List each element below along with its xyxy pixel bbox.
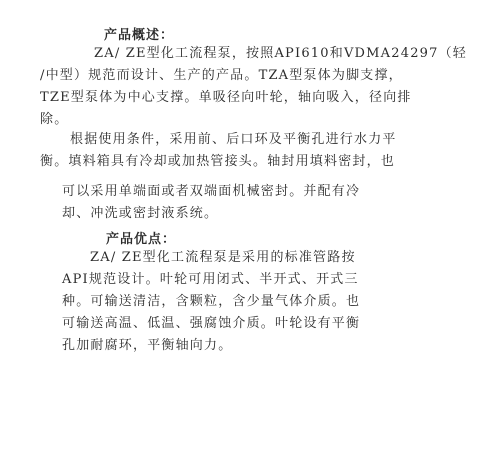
overview-line-1: ZA/ ZE型化工流程泵，按照API610和VDMA24297（轻: [94, 46, 468, 61]
advantages-line-5: 孔加耐腐环，平衡轴向力。: [62, 338, 233, 353]
advantages-line-3: 种。可输送清洁，含颗粒，含少量气体介质。也: [62, 294, 361, 309]
overview-line-3: TZE型泵体为中心支撑。单吸径向叶轮，轴向吸入，径向排: [40, 90, 412, 105]
advantages-line-1: ZA/ ZE型化工流程泵是采用的标准管路按: [90, 250, 356, 265]
overview-line-7: 可以采用单端面或者双端面机械密封。并配有冷: [62, 184, 361, 199]
overview-heading: 产品概述：: [104, 28, 175, 43]
advantages-heading: 产品优点：: [106, 232, 177, 247]
advantages-line-4: 可输送高温、低温、强腐蚀介质。叶轮设有平衡: [62, 316, 361, 331]
overview-line-4: 除。: [40, 112, 69, 127]
overview-line-6: 衡。填料箱具有冷却或加热管接头。轴封用填料密封，也: [40, 154, 396, 169]
overview-line-5: 根据使用条件，采用前、后口环及平衡孔进行水力平: [70, 132, 397, 147]
overview-line-2: /中型）规范而设计、生产的产品。TZA型泵体为脚支撑，: [40, 68, 403, 83]
advantages-line-2: API规范设计。叶轮可用闭式、半开式、开式三: [62, 272, 359, 287]
overview-line-8: 却、冲洗或密封液系统。: [62, 206, 219, 221]
